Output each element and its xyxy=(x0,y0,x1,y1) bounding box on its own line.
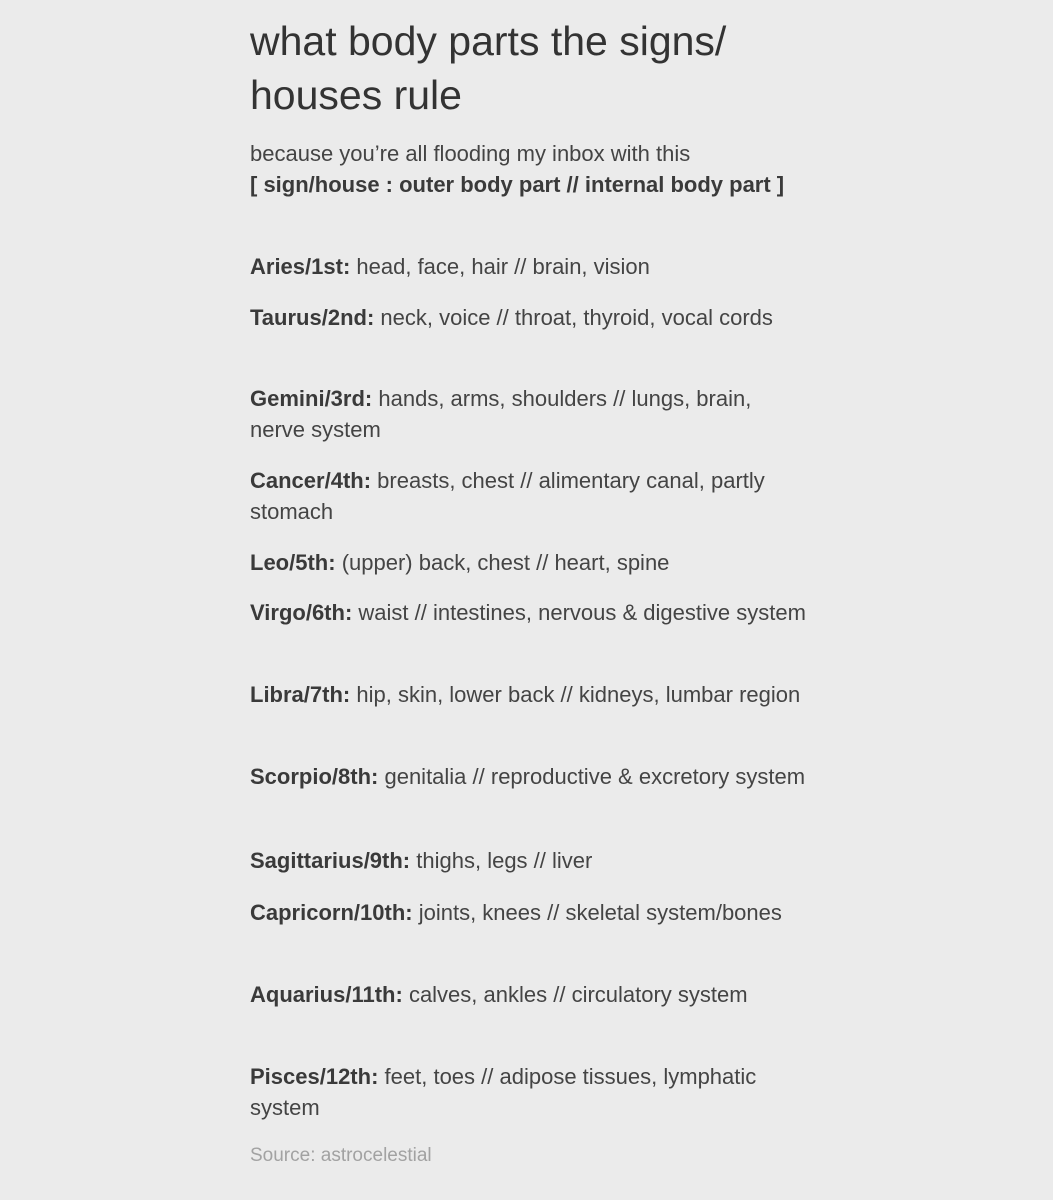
entry-key: Aries/1st: xyxy=(250,254,351,279)
post-intro xyxy=(250,138,810,200)
entry-text: neck, voice // throat, thyroid, vocal cords xyxy=(380,305,773,330)
entry-key: Virgo/6th: xyxy=(250,600,353,625)
entry-text: calves, ankles // circulatory system xyxy=(408,982,748,1007)
entry-text: hip, skin, lower back // kidneys, lumbar region xyxy=(356,682,801,707)
entry-key: Scorpio/8th: xyxy=(250,764,379,789)
entry-scorpio xyxy=(250,761,810,792)
entry-key: Leo/5th: xyxy=(250,550,336,575)
entry-text: head, face, hair // brain, vision xyxy=(356,254,650,279)
entry-text: (upper) back, chest // heart, spine xyxy=(341,550,670,575)
entry-virgo xyxy=(250,597,810,628)
entry-key: Cancer/4th: xyxy=(250,468,372,493)
entry-text: genitalia // reproductive & excretory system xyxy=(384,764,806,789)
entry-text: hands, arms, shoulders // lungs, brain, nerve system xyxy=(250,386,752,442)
entry-text: joints, knees // skeletal system/bones xyxy=(418,900,782,925)
entry-aries xyxy=(250,251,810,282)
source-attribution: Source: astrocelestial xyxy=(250,1145,432,1166)
entry-pisces xyxy=(250,1061,810,1123)
entry-key: Sagittarius/9th: xyxy=(250,848,411,873)
entry-cancer xyxy=(250,465,810,527)
entry-text: thighs, legs // liver xyxy=(416,848,593,873)
entry-libra xyxy=(250,679,810,710)
entry-text: waist // intestines, nervous & digestive system xyxy=(358,600,806,625)
entry-aquarius xyxy=(250,979,810,1010)
entry-key: Aquarius/11th: xyxy=(250,982,403,1007)
intro-line: because you’re all flooding my inbox with this xyxy=(250,141,691,166)
post-title: what body parts the signs/ houses rule xyxy=(250,18,727,118)
entry-leo xyxy=(250,547,810,578)
entry-key: Taurus/2nd: xyxy=(250,305,375,330)
entry-key: Capricorn/10th: xyxy=(250,900,413,925)
entry-key: Gemini/3rd: xyxy=(250,386,373,411)
entry-key: Pisces/12th: xyxy=(250,1064,379,1089)
entry-gemini xyxy=(250,383,810,445)
format-line: [ sign/house : outer body part // internal body part ] xyxy=(250,172,785,197)
entry-taurus xyxy=(250,302,810,333)
entry-key: Libra/7th: xyxy=(250,682,351,707)
entry-sagittarius xyxy=(250,845,810,876)
entry-capricorn xyxy=(250,897,810,928)
entry-text: feet, toes // adipose tissues, lymphatic system xyxy=(250,1064,757,1120)
entry-text: breasts, chest // alimentary canal, partly stomach xyxy=(250,468,765,524)
